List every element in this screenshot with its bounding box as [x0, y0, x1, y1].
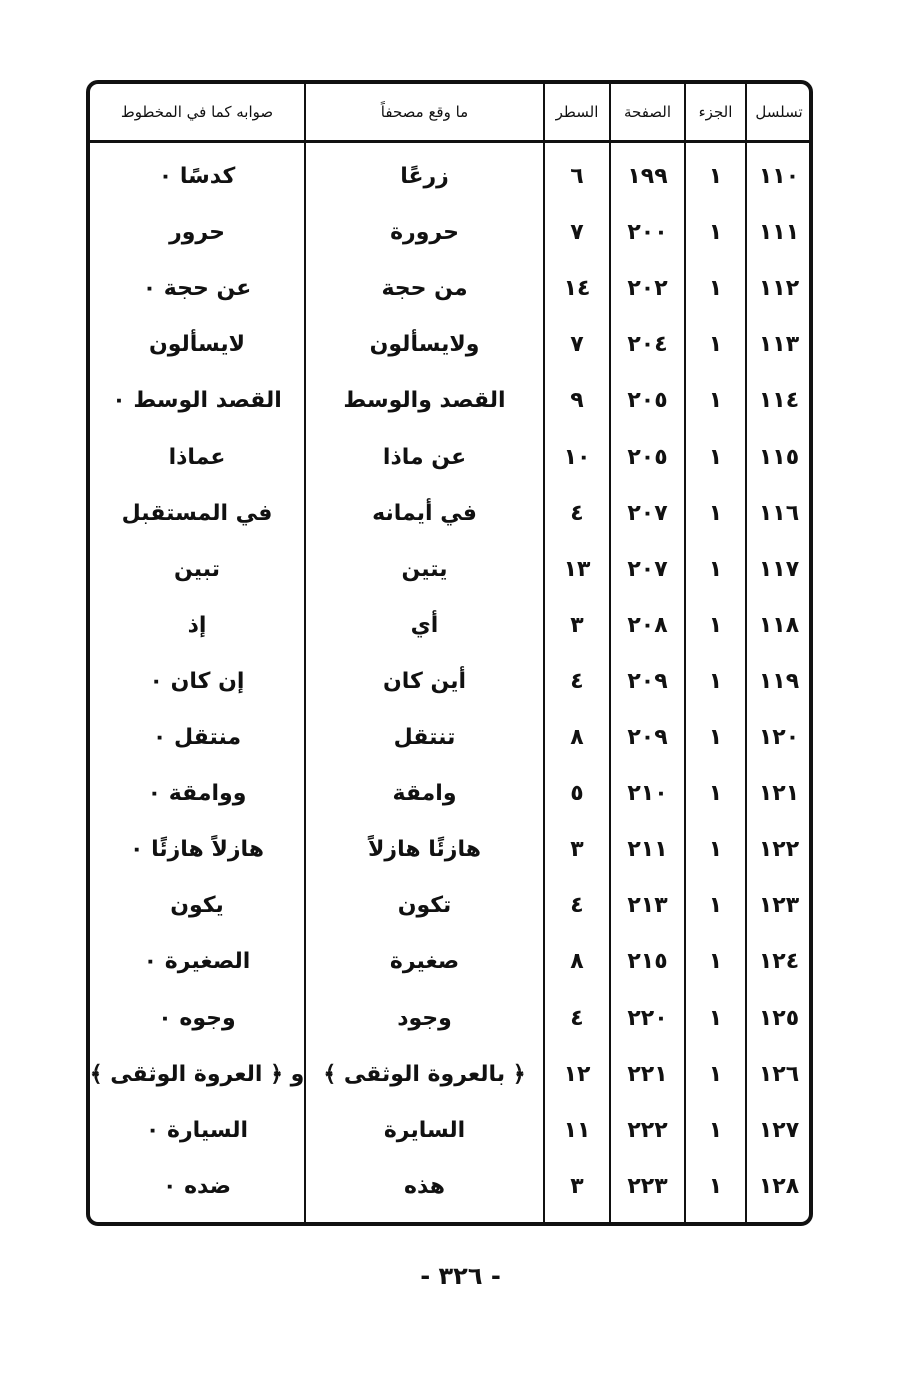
cell-part: ١	[708, 163, 723, 189]
cell-misprint: في أيمانه	[372, 500, 477, 526]
cell-correction: كدسًا ٠	[158, 163, 236, 189]
cell-serial: ١١١	[758, 219, 800, 245]
cell-correction: ووامقة ٠	[147, 780, 247, 806]
cell-misprint: تنتقل	[393, 724, 456, 750]
cell-page: ٢١٠	[627, 780, 668, 806]
cell-line: ٧	[570, 219, 584, 245]
cell-page: ٢٠٧	[627, 556, 668, 582]
cell-part: ١	[708, 275, 723, 301]
cell-page: ٢٠٤	[627, 331, 668, 357]
cell-misprint: عن ماذا	[382, 444, 467, 470]
cell-page: ٢٠٧	[627, 500, 668, 526]
cell-part: ١	[708, 1061, 723, 1087]
cell-part: ١	[708, 836, 723, 862]
cell-serial: ١١٩	[758, 668, 800, 694]
cell-page: ٢٠٩	[627, 668, 668, 694]
cell-serial: ١٢٠	[758, 724, 800, 750]
cell-part: ١	[708, 556, 723, 582]
cell-page: ٢٢٢	[627, 1117, 668, 1143]
header-correction: صوابه كما في المخطوط	[120, 103, 274, 121]
cell-correction: إذ	[187, 612, 207, 638]
cell-serial: ١١٠	[758, 163, 800, 189]
cell-line: ٣	[570, 836, 584, 862]
cell-line: ٤	[570, 500, 584, 526]
cell-line: ١٣	[563, 556, 591, 582]
cell-page: ٢٠٩	[627, 724, 668, 750]
cell-part: ١	[708, 1173, 723, 1199]
cell-correction: الصغيرة ٠	[143, 948, 251, 974]
cell-misprint: ولايسألون	[369, 331, 480, 357]
cell-line: ٤	[570, 1005, 584, 1031]
header-page: الصفحة	[623, 103, 672, 121]
cell-line: ٨	[570, 724, 584, 750]
cell-part: ١	[708, 331, 723, 357]
cell-page: ١٩٩	[627, 163, 668, 189]
header-serial: تسلسل	[755, 103, 803, 121]
cell-serial: ١٢٣	[758, 892, 800, 918]
cell-page: ٢٠٨	[627, 612, 668, 638]
cell-part: ١	[708, 500, 723, 526]
cell-correction: يكون	[170, 892, 224, 918]
cell-correction: لايسألون	[148, 331, 246, 357]
cell-page: ٢١٥	[627, 948, 668, 974]
column-divider	[684, 84, 686, 1222]
cell-page: ٢٠٥	[627, 444, 668, 470]
cell-line: ٣	[570, 1173, 584, 1199]
page-number: - ٣٢٦ -	[420, 1262, 501, 1290]
cell-part: ١	[708, 668, 723, 694]
cell-line: ٤	[570, 892, 584, 918]
column-divider	[543, 84, 545, 1222]
cell-part: ١	[708, 1117, 723, 1143]
cell-part: ١	[708, 444, 723, 470]
cell-correction: عن حجة ٠	[142, 275, 252, 301]
cell-serial: ١١٥	[758, 444, 800, 470]
cell-line: ٦	[570, 163, 584, 189]
cell-serial: ١٢٦	[758, 1061, 800, 1087]
cell-correction: القصد الوسط ٠	[112, 387, 282, 413]
cell-misprint: القصد والوسط	[343, 387, 506, 413]
cell-serial: ١٢٧	[758, 1117, 800, 1143]
cell-misprint: يتين	[401, 556, 448, 582]
cell-misprint: زرعًا	[400, 163, 449, 189]
cell-serial: ١٢٤	[758, 948, 800, 974]
column-divider	[609, 84, 611, 1222]
cell-misprint: حرورة	[390, 219, 459, 245]
cell-serial: ١١٨	[758, 612, 800, 638]
cell-page: ٢١٣	[627, 892, 668, 918]
cell-serial: ١١٣	[758, 331, 800, 357]
cell-line: ١٠	[563, 444, 591, 470]
cell-page: ٢٢٣	[627, 1173, 668, 1199]
cell-line: ٩	[570, 387, 584, 413]
cell-serial: ١١٦	[758, 500, 800, 526]
cell-line: ٣	[570, 612, 584, 638]
cell-misprint: السايرة	[383, 1117, 466, 1143]
cell-misprint: تكون	[397, 892, 452, 918]
cell-part: ١	[708, 948, 723, 974]
cell-part: ١	[708, 724, 723, 750]
header-divider	[90, 140, 809, 143]
cell-serial: ١٢٥	[758, 1005, 800, 1031]
cell-correction: و ﴿ العروة الوثقى ﴾	[89, 1061, 305, 1087]
cell-line: ٧	[570, 331, 584, 357]
cell-misprint: وجود	[397, 1005, 452, 1031]
cell-correction: السيارة ٠	[145, 1117, 249, 1143]
cell-correction: وجوه ٠	[158, 1005, 236, 1031]
column-divider	[745, 84, 747, 1222]
cell-correction: تبين	[173, 556, 221, 582]
cell-part: ١	[708, 1005, 723, 1031]
header-line: السطر	[555, 103, 599, 121]
cell-correction: عماذا	[168, 444, 226, 470]
header-part: الجزء	[698, 103, 733, 121]
cell-serial: ١٢٨	[758, 1173, 800, 1199]
cell-misprint: أين كان	[382, 668, 467, 694]
cell-misprint: ﴿ بالعروة الوثقى ﴾	[323, 1061, 526, 1087]
cell-page: ٢٢١	[627, 1061, 668, 1087]
cell-misprint: أي	[410, 612, 439, 638]
errata-table	[86, 80, 813, 1226]
cell-line: ١٤	[563, 275, 591, 301]
cell-page: ٢٠٠	[627, 219, 668, 245]
cell-page: ٢٠٢	[627, 275, 668, 301]
cell-line: ١٢	[563, 1061, 591, 1087]
cell-line: ١١	[563, 1117, 591, 1143]
cell-serial: ١١٧	[758, 556, 800, 582]
cell-misprint: هذه	[404, 1173, 445, 1199]
cell-page: ٢٢٠	[627, 1005, 668, 1031]
cell-correction: منتقل ٠	[152, 724, 242, 750]
cell-correction: إن كان ٠	[149, 668, 245, 694]
cell-page: ٢٠٥	[627, 387, 668, 413]
cell-serial: ١١٤	[758, 387, 800, 413]
cell-serial: ١٢١	[758, 780, 800, 806]
cell-line: ٥	[570, 780, 584, 806]
cell-serial: ١٢٢	[758, 836, 800, 862]
cell-part: ١	[708, 612, 723, 638]
cell-serial: ١١٢	[758, 275, 800, 301]
cell-page: ٢١١	[627, 836, 668, 862]
cell-line: ٤	[570, 668, 584, 694]
cell-part: ١	[708, 387, 723, 413]
cell-correction: هازلاً هازئًا ٠	[129, 836, 265, 862]
cell-misprint: صغيرة	[389, 948, 460, 974]
cell-correction: ضده ٠	[162, 1173, 232, 1199]
cell-correction: حرور	[169, 219, 225, 245]
cell-part: ١	[708, 780, 723, 806]
cell-part: ١	[708, 892, 723, 918]
column-divider	[304, 84, 306, 1222]
cell-correction: في المستقبل	[121, 500, 273, 526]
cell-line: ٨	[570, 948, 584, 974]
header-misprint: ما وقع مصحفاً	[380, 103, 469, 121]
cell-part: ١	[708, 219, 723, 245]
cell-misprint: هازئًا هازلاً	[368, 836, 481, 862]
cell-misprint: من حجة	[381, 275, 468, 301]
cell-misprint: وامقة	[392, 780, 457, 806]
